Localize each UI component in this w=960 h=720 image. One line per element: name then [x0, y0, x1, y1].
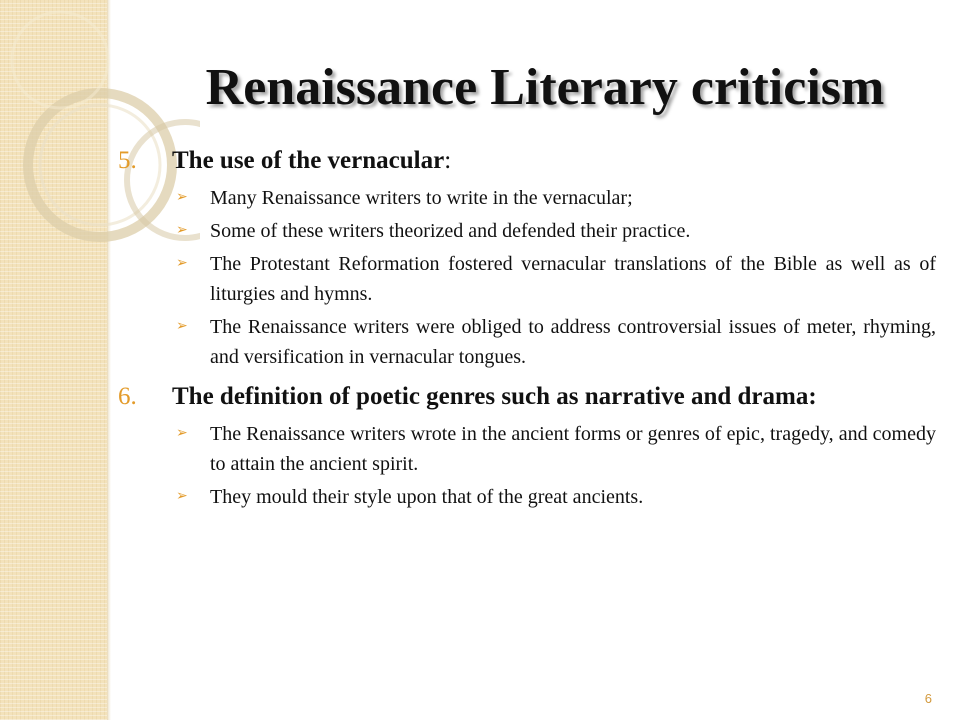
- bullet-text: The Protestant Reformation fostered vernacular translations of the Bible as well as of liturgies and hymns.: [210, 253, 936, 305]
- arrow-bullet-icon: ➢: [176, 223, 188, 238]
- bullet-list: [172, 419, 936, 512]
- section-title-text: The use of the vernacular: [172, 147, 445, 174]
- arrow-bullet-icon: ➢: [176, 319, 188, 334]
- section-title-suffix: :: [444, 147, 452, 174]
- arrow-bullet-icon: ➢: [176, 489, 188, 504]
- list-item: [172, 312, 936, 372]
- bullet-text: Some of these writers theorized and defended their practice.: [210, 220, 691, 242]
- slide-title: Renaissance Literary criticism: [205, 59, 885, 116]
- bullet-text: The Renaissance writers wrote in the ancient forms or genres of epic, tragedy, and comedy to attain the ancient spirit.: [210, 423, 936, 475]
- section-heading: [118, 380, 936, 413]
- slide-content: [118, 144, 936, 520]
- section-number: 5.: [118, 147, 137, 174]
- section-title: [172, 380, 936, 413]
- list-item: [172, 419, 936, 479]
- bullet-text: Many Renaissance writers to write in the vernacular;: [210, 187, 633, 209]
- list-item: [172, 183, 936, 213]
- section-heading: [118, 144, 936, 177]
- arrow-bullet-icon: ➢: [176, 190, 188, 205]
- list-item: [172, 216, 936, 246]
- list-item: [172, 482, 936, 512]
- bullet-list: [172, 183, 936, 372]
- section-title: [172, 144, 936, 177]
- page-number: 6: [924, 691, 932, 706]
- section-number: 6.: [118, 383, 137, 410]
- arrow-bullet-icon: ➢: [176, 426, 188, 441]
- list-item: [172, 249, 936, 309]
- arrow-bullet-icon: ➢: [176, 256, 188, 271]
- bullet-text: The Renaissance writers were obliged to address controversial issues of meter, rhyming, and versification in vernacular tongues.: [210, 316, 936, 368]
- bullet-text: They mould their style upon that of the great ancients.: [210, 486, 644, 508]
- section-title-text: The definition of poetic genres such as narrative and drama:: [172, 383, 817, 410]
